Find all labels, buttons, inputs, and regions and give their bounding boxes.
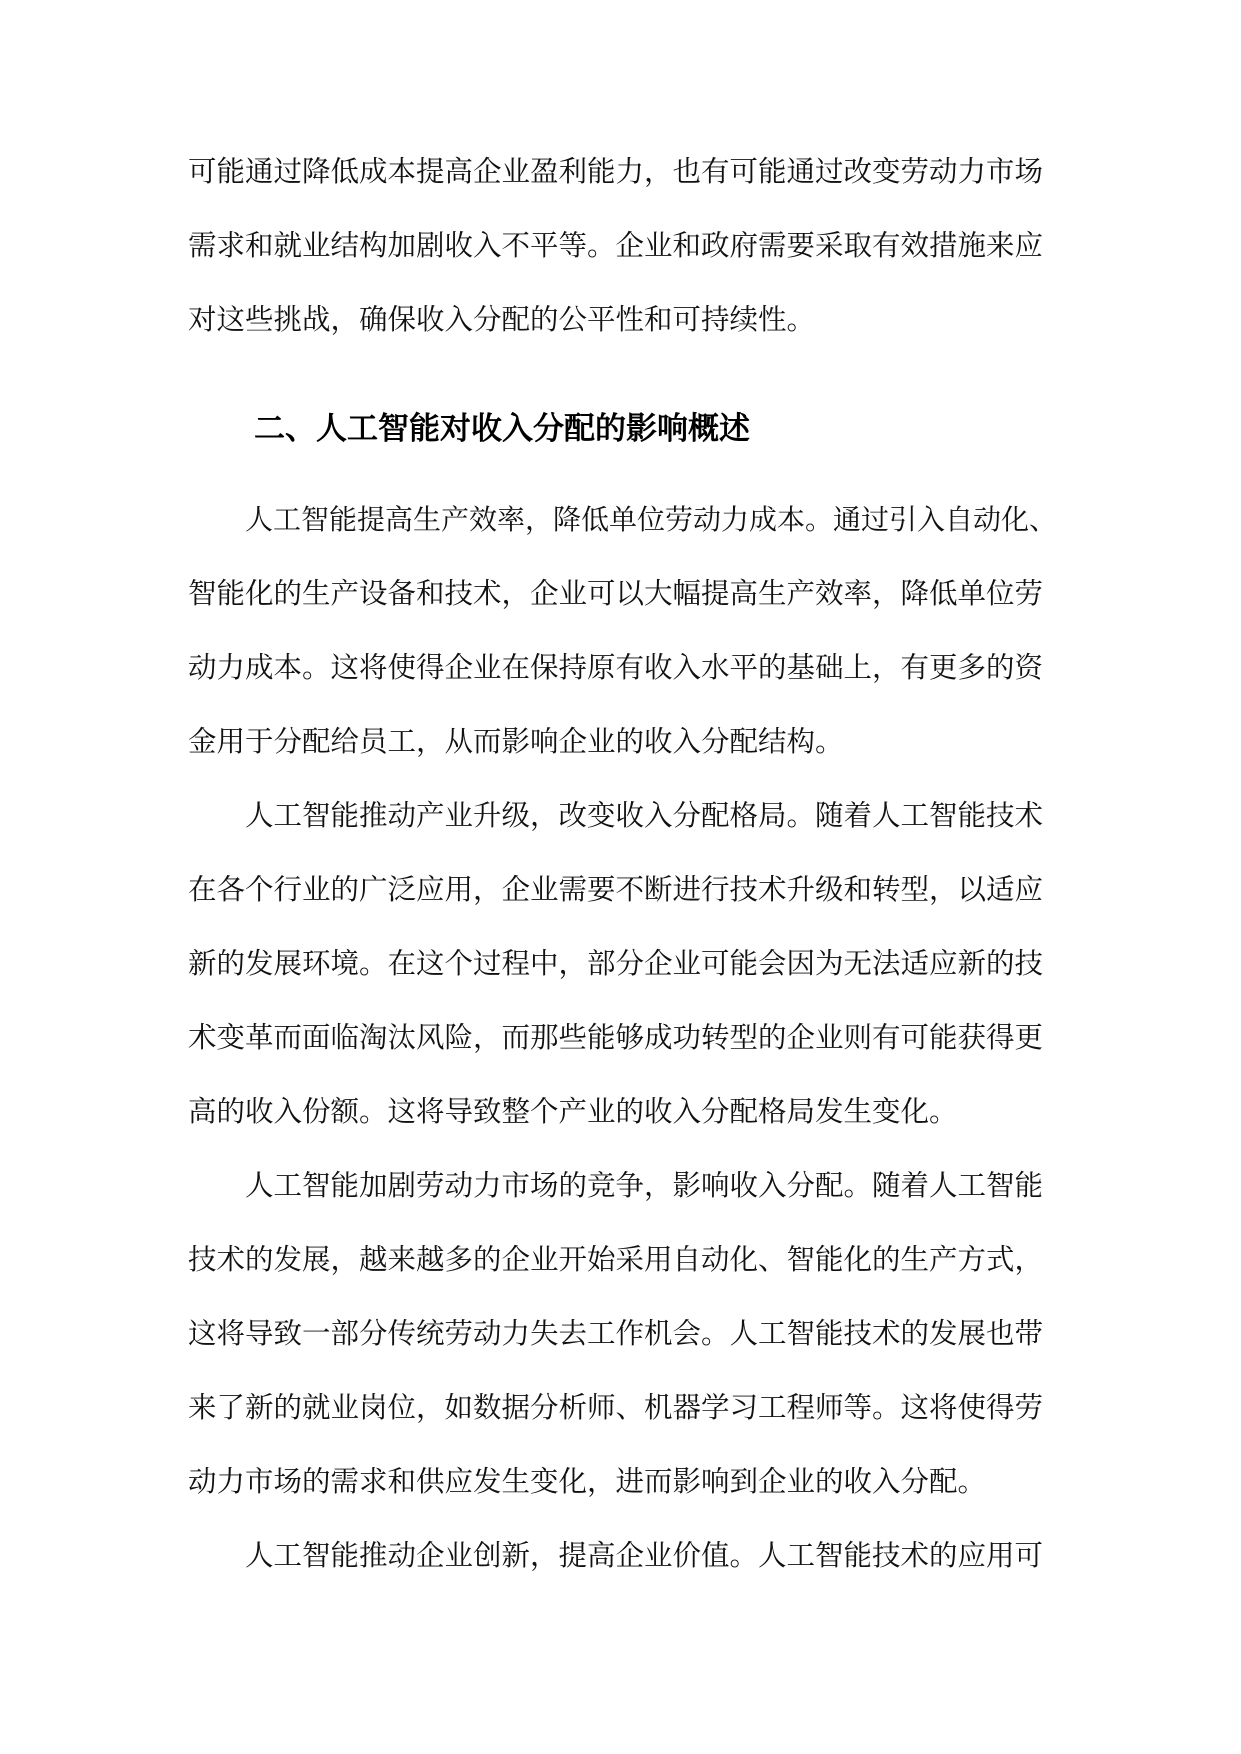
paragraph-line: 技术的发展，越来越多的企业开始采用自动化、智能化的生产方式， xyxy=(188,1243,1044,1276)
paragraph-line: 动力市场的需求和供应发生变化，进而影响到企业的收入分配。 xyxy=(188,1465,987,1498)
paragraph-line: 动力成本。这将使得企业在保持原有收入水平的基础上，有更多的资 xyxy=(188,651,1044,684)
paragraph-line: 金用于分配给员工，从而影响企业的收入分配结构。 xyxy=(188,725,844,758)
paragraph-line: 可能通过降低成本提高企业盈利能力，也有可能通过改变劳动力市场 xyxy=(188,155,1044,188)
paragraph-line: 高的收入份额。这将导致整个产业的收入分配格局发生变化。 xyxy=(188,1095,958,1128)
paragraph-line: 这将导致一部分传统劳动力失去工作机会。人工智能技术的发展也带 xyxy=(188,1317,1044,1350)
paragraph-line: 需求和就业结构加剧收入不平等。企业和政府需要采取有效措施来应 xyxy=(188,229,1044,262)
paragraph-line: 人工智能推动产业升级，改变收入分配格局。随着人工智能技术 xyxy=(245,799,1044,832)
paragraph-line: 术变革而面临淘汰风险，而那些能够成功转型的企业则有可能获得更 xyxy=(188,1021,1044,1054)
paragraph-line: 人工智能推动企业创新，提高企业价值。人工智能技术的应用可 xyxy=(245,1539,1044,1572)
paragraph-line: 在各个行业的广泛应用，企业需要不断进行技术升级和转型，以适应 xyxy=(188,873,1044,906)
paragraph-line: 新的发展环境。在这个过程中，部分企业可能会因为无法适应新的技 xyxy=(188,947,1044,980)
paragraph-line: 智能化的生产设备和技术，企业可以大幅提高生产效率，降低单位劳 xyxy=(188,577,1044,610)
paragraph-line: 人工智能加剧劳动力市场的竞争，影响收入分配。随着人工智能 xyxy=(245,1169,1044,1202)
paragraph-line: 人工智能提高生产效率，降低单位劳动力成本。通过引入自动化、 xyxy=(245,503,1058,536)
paragraph-line: 来了新的就业岗位，如数据分析师、机器学习工程师等。这将使得劳 xyxy=(188,1391,1044,1424)
section-heading: 二、人工智能对收入分配的影响概述 xyxy=(254,411,750,447)
paragraph-line: 对这些挑战，确保收入分配的公平性和可持续性。 xyxy=(188,303,816,336)
